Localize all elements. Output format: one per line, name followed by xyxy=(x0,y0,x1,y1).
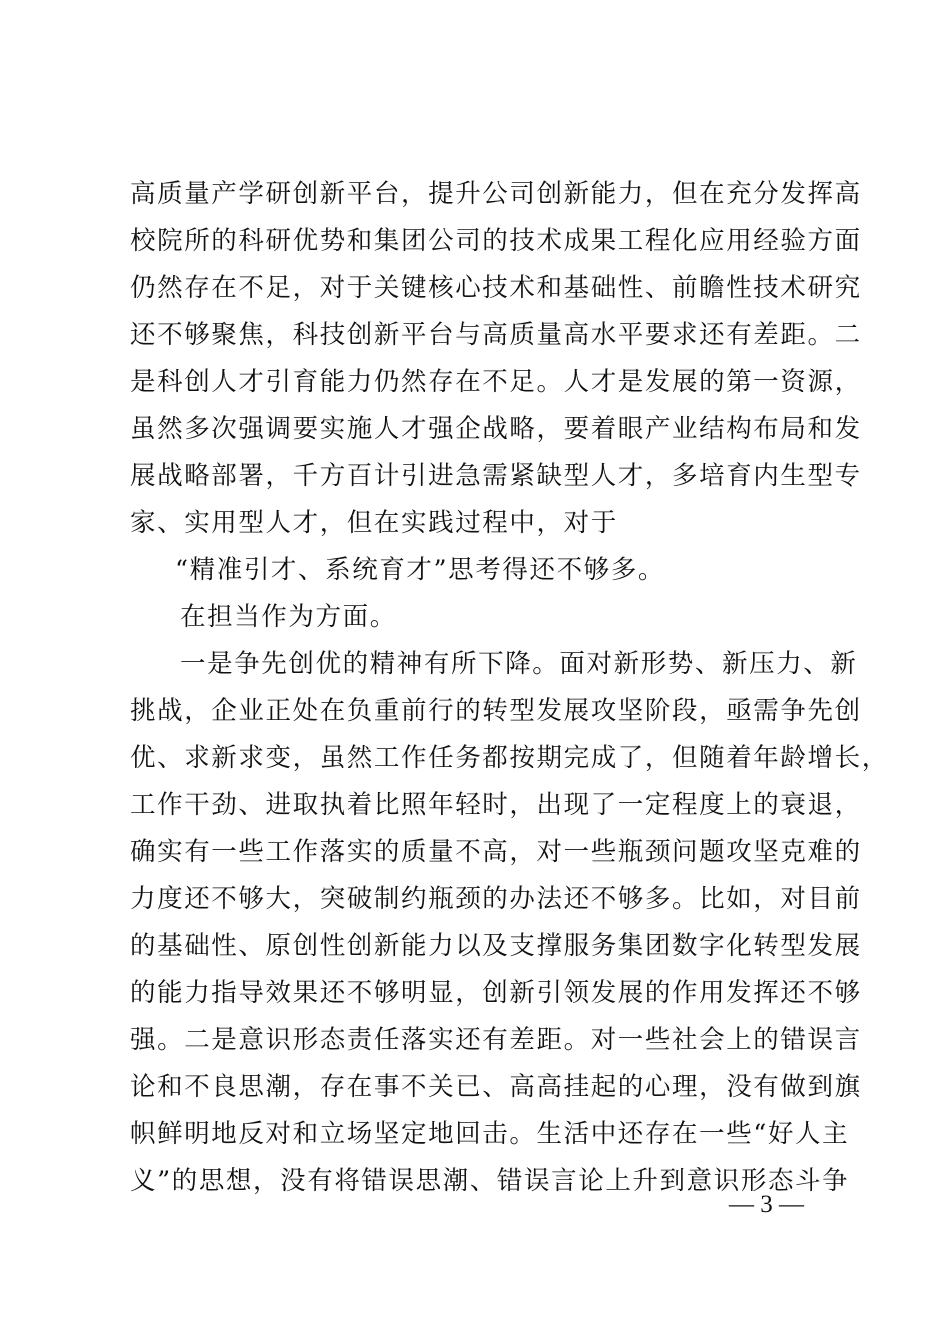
body-text-line: 仍然存在不足，对于关键核心技术和基础性、前瞻性技术研究 xyxy=(130,273,862,303)
body-text-line: 的基础性、原创性创新能力以及支撑服务集团数字化转型发展 xyxy=(130,931,862,961)
body-text-line: 家、实用型人才，但在实践过程中，对于 xyxy=(130,508,618,538)
body-text-line: 高质量产学研创新平台，提升公司创新能力，但在充分发挥高 xyxy=(130,179,862,209)
body-text-line: 是科创人才引育能力仍然存在不足。人才是发展的第一资源， xyxy=(130,367,862,397)
body-text-line: 义”的思想，没有将错误思潮、错误言论上升到意识形态斗争 xyxy=(130,1166,850,1196)
body-text-line: 论和不良思潮，存在事不关已、高高挂起的心理，没有做到旗 xyxy=(130,1072,862,1102)
body-text-line: “精准引才、系统育才”思考得还不够多。 xyxy=(175,555,665,585)
body-text-line: 帜鲜明地反对和立场坚定地回击。生活中还存在一些“好人主 xyxy=(130,1119,850,1149)
body-text-line: 展战略部署，千方百计引进急需紧缺型人才，多培育内生型专 xyxy=(130,461,862,491)
body-text-line: 工作干劲、进取执着比照年轻时，出现了一定程度上的衰退， xyxy=(130,790,862,820)
body-text-line: 虽然多次强调要实施人才强企战略，要着眼产业结构布局和发 xyxy=(130,414,862,444)
body-text-line: 力度还不够大，突破制约瓶颈的办法还不够多。比如，对目前 xyxy=(130,884,862,914)
page-number: — 3 — xyxy=(729,1191,804,1218)
body-text-line: 挑战，企业正处在负重前行的转型发展攻坚阶段，亟需争先创 xyxy=(130,696,862,726)
body-text-line: 优、求新求变，虽然工作任务都按期完成了，但随着年龄增长， xyxy=(130,743,889,773)
body-text-line: 校院所的科研优势和集团公司的技术成果工程化应用经验方面 xyxy=(130,226,862,256)
body-text-line: 的能力指导效果还不够明显，创新引领发展的作用发挥还不够 xyxy=(130,978,862,1008)
body-text-line: 一是争先创优的精神有所下降。面对新形势、新压力、新 xyxy=(180,649,858,679)
body-text-line: 还不够聚焦，科技创新平台与高质量高水平要求还有差距。二 xyxy=(130,320,862,350)
body-text-line: 确实有一些工作落实的质量不高，对一些瓶颈问题攻坚克难的 xyxy=(130,837,862,867)
section-heading: 在担当作为方面。 xyxy=(180,602,397,632)
body-text-line: 强。二是意识形态责任落实还有差距。对一些社会上的错误言 xyxy=(130,1025,862,1055)
